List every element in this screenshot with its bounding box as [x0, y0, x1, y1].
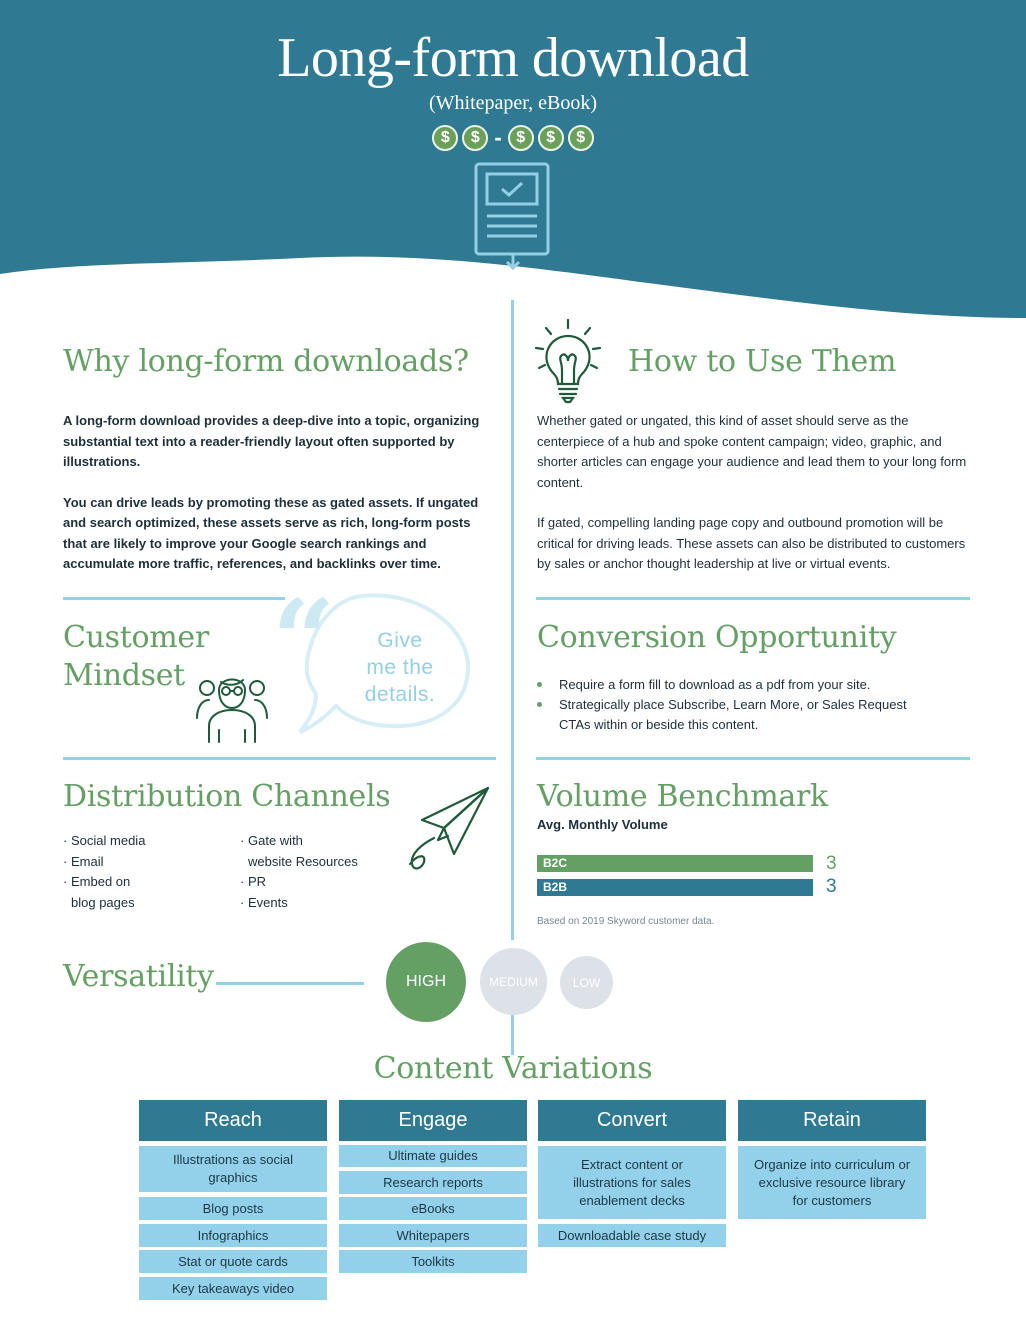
versatility-line — [216, 982, 364, 985]
list-item: · Gate with — [240, 831, 358, 852]
how-heading: How to Use Them — [628, 344, 897, 379]
customer-quote — [345, 627, 455, 708]
people-group-icon — [195, 668, 269, 744]
lightbulb-icon — [532, 318, 604, 404]
list-item-continued: blog pages — [71, 894, 135, 910]
variation-cell: Whitepapers — [339, 1224, 527, 1247]
cost-indicator — [0, 125, 1026, 151]
how-paragraph-1: Whether gated or ungated, this kind of asset should serve as the centerpiece of a hub and spoke content campaign; video, graphic, and shorter articles can engage your audience and lead them to your long form content. — [537, 413, 967, 490]
how-paragraph-2: If gated, compelling landing page copy and outbound promotion will be critical for driving leads. These assets can also be distributed to customers by sales or anchor thought leadership at live or virtual events. — [537, 515, 966, 571]
variation-cell: Infographics — [139, 1224, 327, 1247]
list-item: Require a form fill to download as a pdf from your site. — [537, 675, 937, 695]
versatility-medium: MEDIUM — [480, 948, 547, 1015]
mindset-heading-line-2: Mindset — [63, 658, 185, 693]
quote-line-2: me the — [366, 656, 434, 679]
conversion-list — [537, 675, 937, 735]
variation-cell: Extract content or illustrations for sales enablement decks — [538, 1146, 726, 1219]
section-divider — [63, 597, 285, 600]
volume-heading: Volume Benchmark — [537, 779, 828, 814]
dollar-coin-icon: $ — [538, 125, 564, 151]
list-item: · Embed on — [63, 872, 145, 893]
dollar-coin-icon: $ — [462, 125, 488, 151]
variation-cell: Ultimate guides — [339, 1145, 527, 1167]
variation-cell: Illustrations as social graphics — [139, 1146, 327, 1192]
why-paragraph-1: A long-form download provides a deep-dive into a topic, organizing substantial text into a reader-friendly layout often supported by illustrations. — [63, 413, 480, 469]
b2c-bar — [537, 855, 813, 872]
column-header-convert: Convert — [538, 1100, 726, 1141]
versatility-heading: Versatility — [63, 959, 214, 994]
column-header-retain: Retain — [738, 1100, 926, 1141]
list-item: · Social media — [63, 831, 145, 852]
variation-cell: Blog posts — [139, 1197, 327, 1220]
distribution-heading: Distribution Channels — [63, 779, 391, 814]
list-item: Strategically place Subscribe, Learn More, or Sales Request CTAs within or beside this content. — [537, 695, 937, 735]
mindset-heading — [63, 619, 209, 695]
quote-line-1: Give — [377, 629, 423, 652]
b2c-value: 3 — [826, 853, 837, 874]
list-item-continued: website Resources — [248, 853, 358, 869]
section-divider — [536, 597, 970, 600]
document-check-icon — [470, 160, 556, 274]
volume-note: Based on 2019 Skyword customer data. — [537, 916, 715, 927]
dollar-coin-icon: $ — [508, 125, 534, 151]
variation-cell: Key takeaways video — [139, 1277, 327, 1300]
distribution-list-1 — [63, 831, 145, 913]
volume-subheading: Avg. Monthly Volume — [537, 817, 668, 832]
variation-cell: eBooks — [339, 1197, 527, 1220]
paper-plane-icon — [402, 784, 494, 874]
center-divider-lower — [511, 1015, 514, 1055]
column-header-reach: Reach — [139, 1100, 327, 1141]
mindset-heading-line-1: Customer — [63, 620, 209, 655]
bar-label: B2C — [543, 856, 568, 870]
bar-label: B2B — [543, 880, 568, 894]
column-header-engage: Engage — [339, 1100, 527, 1141]
conversion-heading: Conversion Opportunity — [537, 620, 897, 655]
dollar-coin-icon: $ — [568, 125, 594, 151]
dollar-coin-icon: $ — [432, 125, 458, 151]
versatility-high: HIGH — [386, 942, 466, 1022]
page-title: Long-form download — [277, 27, 749, 89]
distribution-list-2 — [240, 831, 358, 913]
list-item: · PR — [240, 872, 358, 893]
b2b-value: 3 — [826, 876, 837, 897]
why-paragraph-2: You can drive leads by promoting these as gated assets. If ungated and search optimized, these assets serve as rich, long-form posts that are likely to improve your Google search rankings and accumulate more traffic, references, and backlinks over time. — [63, 494, 479, 571]
center-divider — [511, 300, 514, 940]
why-heading: Why long-form downloads? — [63, 344, 469, 379]
quote-line-3: details. — [364, 683, 436, 706]
cost-range-dash: - — [494, 125, 502, 150]
svg-text:“: “ — [272, 588, 336, 704]
section-divider — [63, 757, 496, 760]
why-body — [63, 411, 483, 575]
variations-heading: Content Variations — [373, 1051, 653, 1086]
page-subtitle: (Whitepaper, eBook) — [428, 92, 598, 114]
list-item: · Email — [63, 852, 145, 873]
versatility-low: LOW — [560, 956, 613, 1009]
variation-cell: Research reports — [339, 1171, 527, 1194]
variation-cell: Toolkits — [339, 1250, 527, 1273]
variation-cell: Stat or quote cards — [139, 1250, 327, 1273]
b2b-bar — [537, 879, 813, 896]
variation-cell: Organize into curriculum or exclusive resource library for customers — [738, 1146, 926, 1219]
section-divider — [536, 757, 970, 760]
how-body — [537, 411, 973, 575]
variation-cell: Downloadable case study — [538, 1224, 726, 1247]
list-item: · Events — [240, 893, 358, 914]
